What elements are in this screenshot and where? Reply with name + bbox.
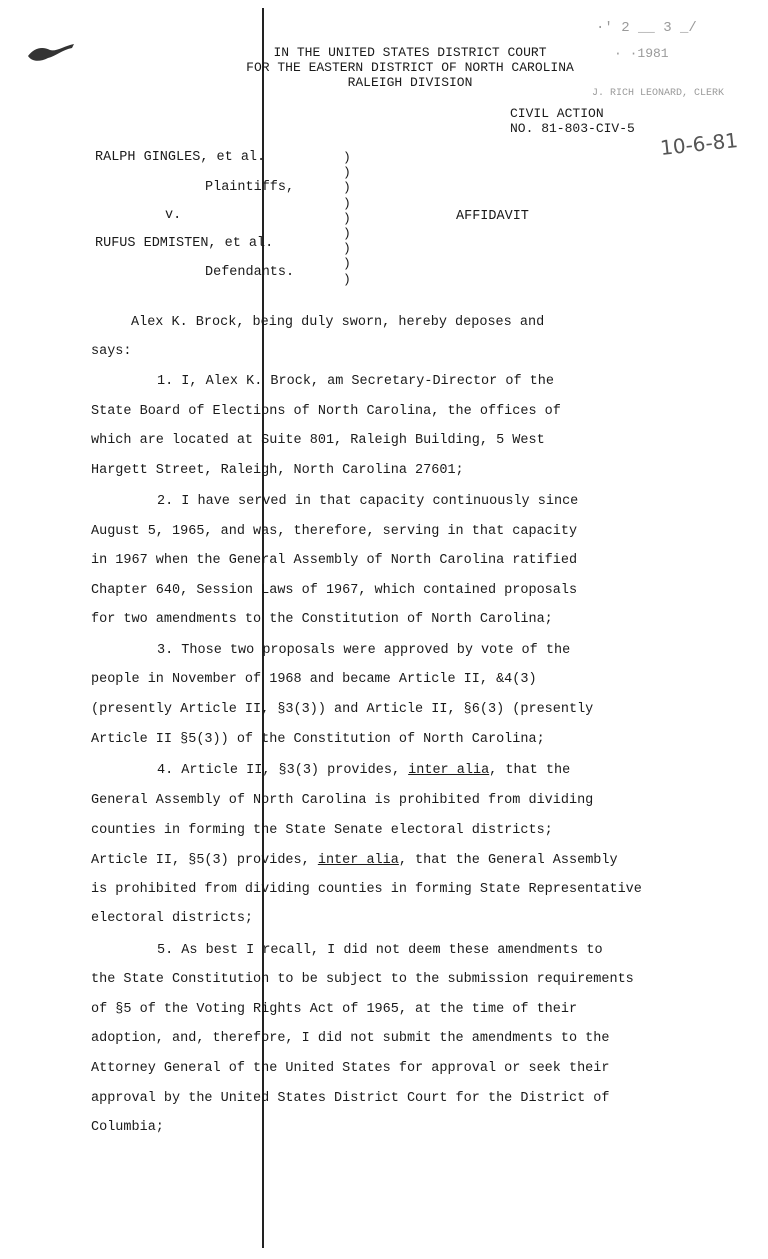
para-line: Article II §5(3)) of the Constitution of North Carolina; [91,732,545,747]
para-line: approval by the United States District Court for the District of [91,1091,610,1106]
para-line: in 1967 when the General Assembly of North Carolina ratified [91,553,578,568]
plaintiff-name: RALPH GINGLES, et al. [95,150,266,165]
court-division: RALEIGH DIVISION [347,75,473,90]
para-line: electoral districts; [91,911,254,926]
defendant-name: RUFUS EDMISTEN, et al. [95,236,274,251]
case-number: NO. 81-803-CIV-5 [510,121,635,136]
caption-parens: ) ) ) ) ) ) ) ) ) [343,150,351,287]
para-line: 4. Article II, §3(3) provides, inter alia, that the [157,763,571,778]
para-line: the State Constitution to be subject to the submission requirements [91,972,634,987]
para-line: 1. I, Alex K. Brock, am Secretary-Director of the [157,374,554,389]
para-line: State Board of Elections of North Carolina, the offices of [91,404,561,419]
para-line: General Assembly of North Carolina is prohibited from dividing [91,793,594,808]
para-line: 2. I have served in that capacity continuously since [157,494,579,509]
para-line: 3. Those two proposals were approved by vote of the [157,643,571,658]
civil-action-label: CIVIL ACTION [510,106,604,121]
para-line: is prohibited from dividing counties in forming State Representative [91,882,642,897]
clerk-stamp: J. RICH LEONARD, CLERK [592,88,725,99]
para-line: Columbia; [91,1120,164,1135]
para-line: of §5 of the Voting Rights Act of 1965, at the time of their [91,1002,578,1017]
ink-smudge [26,42,76,64]
court-name-line2: FOR THE EASTERN DISTRICT OF NORTH CAROLINA [246,60,574,75]
defendants-label: Defendants. [205,265,295,280]
handwritten-date: 10-6-81 [658,127,740,161]
para-line: August 5, 1965, and was, therefore, serving in that capacity [91,524,578,539]
filed-stamp-year: · ·1981 [614,46,669,61]
para-line: people in November of 1968 and became Article II, &4(3) [91,672,537,687]
filed-stamp-date: ·' 2 __ 3 _/ [596,20,697,36]
para-line: Chapter 640, Session Laws of 1967, which contained proposals [91,583,578,598]
para-line: (presently Article II, §3(3)) and Article II, §6(3) (presently [91,702,594,717]
para-line: Article II, §5(3) provides, inter alia, that the General Assembly [91,853,618,868]
para-line: adoption, and, therefore, I did not submit the amendments to the [91,1031,610,1046]
para-line: Attorney General of the United States for approval or seek their [91,1061,610,1076]
para-line: for two amendments to the Constitution of North Carolina; [91,612,553,627]
court-name-line1: IN THE UNITED STATES DISTRICT COURT [273,45,547,60]
versus: v. [165,208,182,223]
intro-line: Alex K. Brock, being duly sworn, hereby deposes and [131,315,545,330]
para-line: 5. As best I recall, I did not deem these amendments to [157,943,603,958]
para-line: which are located at Suite 801, Raleigh Building, 5 West [91,433,545,448]
para-line: Hargett Street, Raleigh, North Carolina 27601; [91,463,464,478]
document-title: AFFIDAVIT [456,209,529,224]
para-line: counties in forming the State Senate electoral districts; [91,823,553,838]
intro-line: says: [91,344,132,359]
plaintiffs-label: Plaintiffs, [205,180,295,195]
